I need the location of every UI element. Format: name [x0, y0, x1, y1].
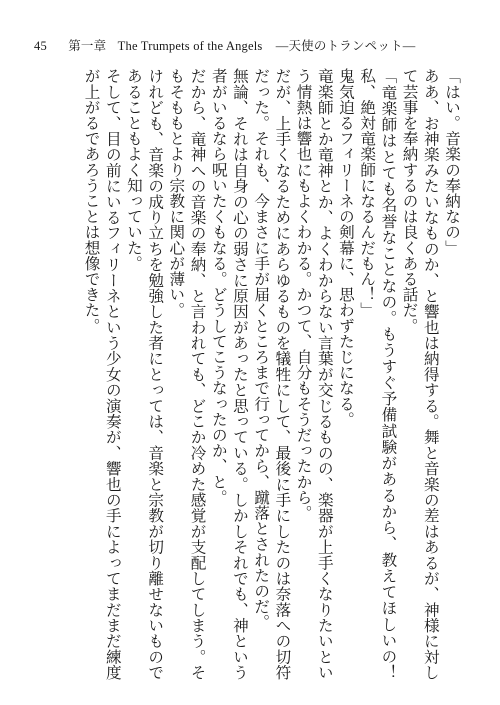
paragraph: 鬼気迫るフィリーネの剣幕に、思わずたじになる。 [336, 68, 355, 427]
paragraph: けれども、音楽の成り立ちを勉強した者にとっては、音楽と宗教が切り離せないものであることもよく知っていた。 [124, 68, 165, 680]
paragraph: 「竜楽師はとても名誉なことなの。もうすぐ予備試験があるから、教えてほしいの！ 私、絶対竜楽師になるんだもん！」 [358, 68, 398, 696]
running-head [34, 36, 415, 54]
paragraph: そして、目の前にいるフィリーネという少女の演奏が、響也の手によってまだまだ練度が上がるであろうことは想像できた。 [82, 68, 122, 680]
chapter-title-en: The Trumpets of the Angels [117, 39, 263, 53]
paragraph: ああ、お神楽みたいなものか、と響也は納得する。舞と音楽の差はあるが、神様に対して芸事を奉納するのは良くある話だ。 [400, 68, 440, 680]
page-number: 45 [34, 39, 47, 53]
chapter-title-ja: —天使のトランペット— [275, 39, 416, 53]
chapter-label: 第一章 [68, 39, 107, 53]
paragraph: だから、竜神への音楽の奉納、と言われても、どこか冷めた感覚が支配してしまう。そもそももとより宗教に関心が薄い。 [167, 68, 207, 680]
paragraph: 竜楽師とか竜神とか、よくわからない言葉が交じるものの、楽器が上手くなりたいという情熱は響也にもよくわかる。かつて、自分もそうだったから。 [294, 68, 334, 680]
paragraph: だが、上手くなるためにあらゆるものを犠牲にして、最後に手にしたのは奈落への切符だった。それも、今まさに手が届くところまで行ってから、蹴落とされたのだ。 [252, 68, 292, 680]
vertical-body-text [32, 68, 462, 696]
paragraph: 無論、それは自身の心の弱さに原因があったと思っている。しかしそれでも、神という者がいるなら呪いたくもなる。どうしてこうなったのか、と。 [209, 68, 249, 680]
paragraph: 「はい。音楽の奉納なの」 [443, 68, 461, 256]
